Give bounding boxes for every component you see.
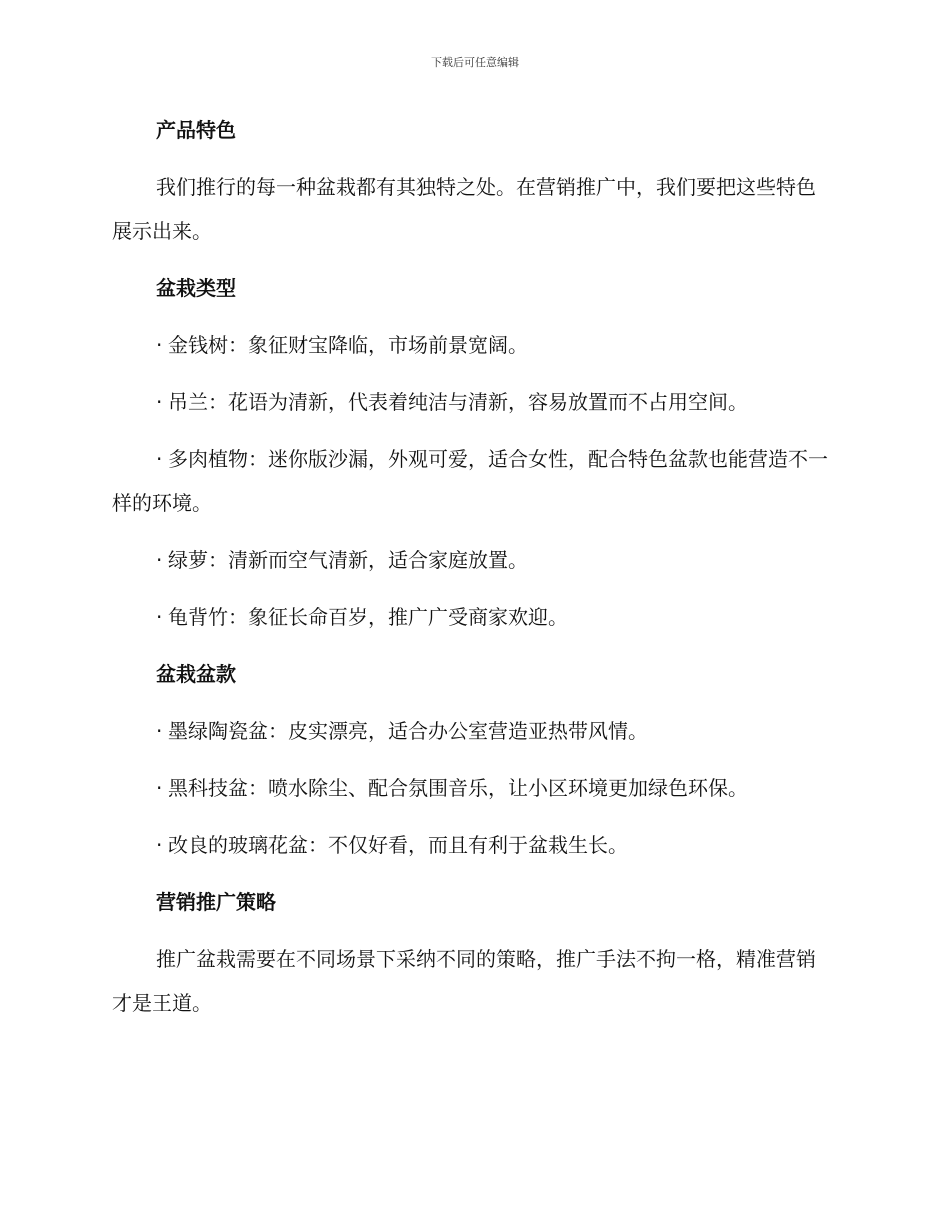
list-item-text: 绿萝：清新而空气清新，适合家庭放置。 (168, 548, 528, 572)
list-item (112, 437, 834, 525)
list-item-text: 改良的玻璃花盆：不仅好看，而且有利于盆栽生长。 (168, 833, 628, 857)
document-body (112, 108, 834, 1038)
features-paragraph: 我们推行的每一种盆栽都有其独特之处。在营销推广中，我们要把这些特色展示出来。 (112, 175, 816, 243)
list-item (112, 709, 834, 753)
section-heading-strategy: 营销推广策略 (156, 890, 276, 914)
bullet-dot: · (156, 390, 163, 414)
list-item-text: 金钱树：象征财宝降临，市场前景宽阔。 (168, 333, 528, 357)
list-item-text: 墨绿陶瓷盆：皮实漂亮，适合办公室营造亚热带风情。 (168, 719, 648, 743)
bullet-dot: · (156, 333, 163, 357)
strategy-paragraph: 推广盆栽需要在不同场景下采纳不同的策略，推广手法不拘一格，精准营销才是王道。 (112, 947, 816, 1015)
bullet-dot: · (156, 776, 163, 800)
list-item (112, 766, 834, 810)
bullet-dot: · (156, 833, 163, 857)
list-item (112, 595, 834, 639)
list-item (112, 380, 834, 424)
section-heading-features: 产品特色 (156, 118, 236, 142)
list-item (112, 823, 834, 867)
bullet-dot: · (156, 447, 163, 471)
section-heading-pots: 盆栽盆款 (156, 662, 236, 686)
bullet-dot: · (156, 605, 163, 629)
bullet-dot: · (156, 719, 163, 743)
page-header-note: 下载后可任意编辑 (431, 56, 519, 69)
list-item-text: 黑科技盆：喷水除尘、配合氛围音乐，让小区环境更加绿色环保。 (168, 776, 748, 800)
list-item (112, 538, 834, 582)
list-item-text: 吊兰：花语为清新，代表着纯洁与清新，容易放置而不占用空间。 (168, 390, 748, 414)
bullet-dot: · (156, 548, 163, 572)
section-heading-types: 盆栽类型 (156, 276, 236, 300)
list-item-text: 龟背竹：象征长命百岁，推广广受商家欢迎。 (168, 605, 568, 629)
list-item (112, 323, 834, 367)
list-item-text: 多肉植物：迷你版沙漏，外观可爱，适合女性，配合特色盆款也能营造不一样的环境。 (112, 447, 828, 515)
